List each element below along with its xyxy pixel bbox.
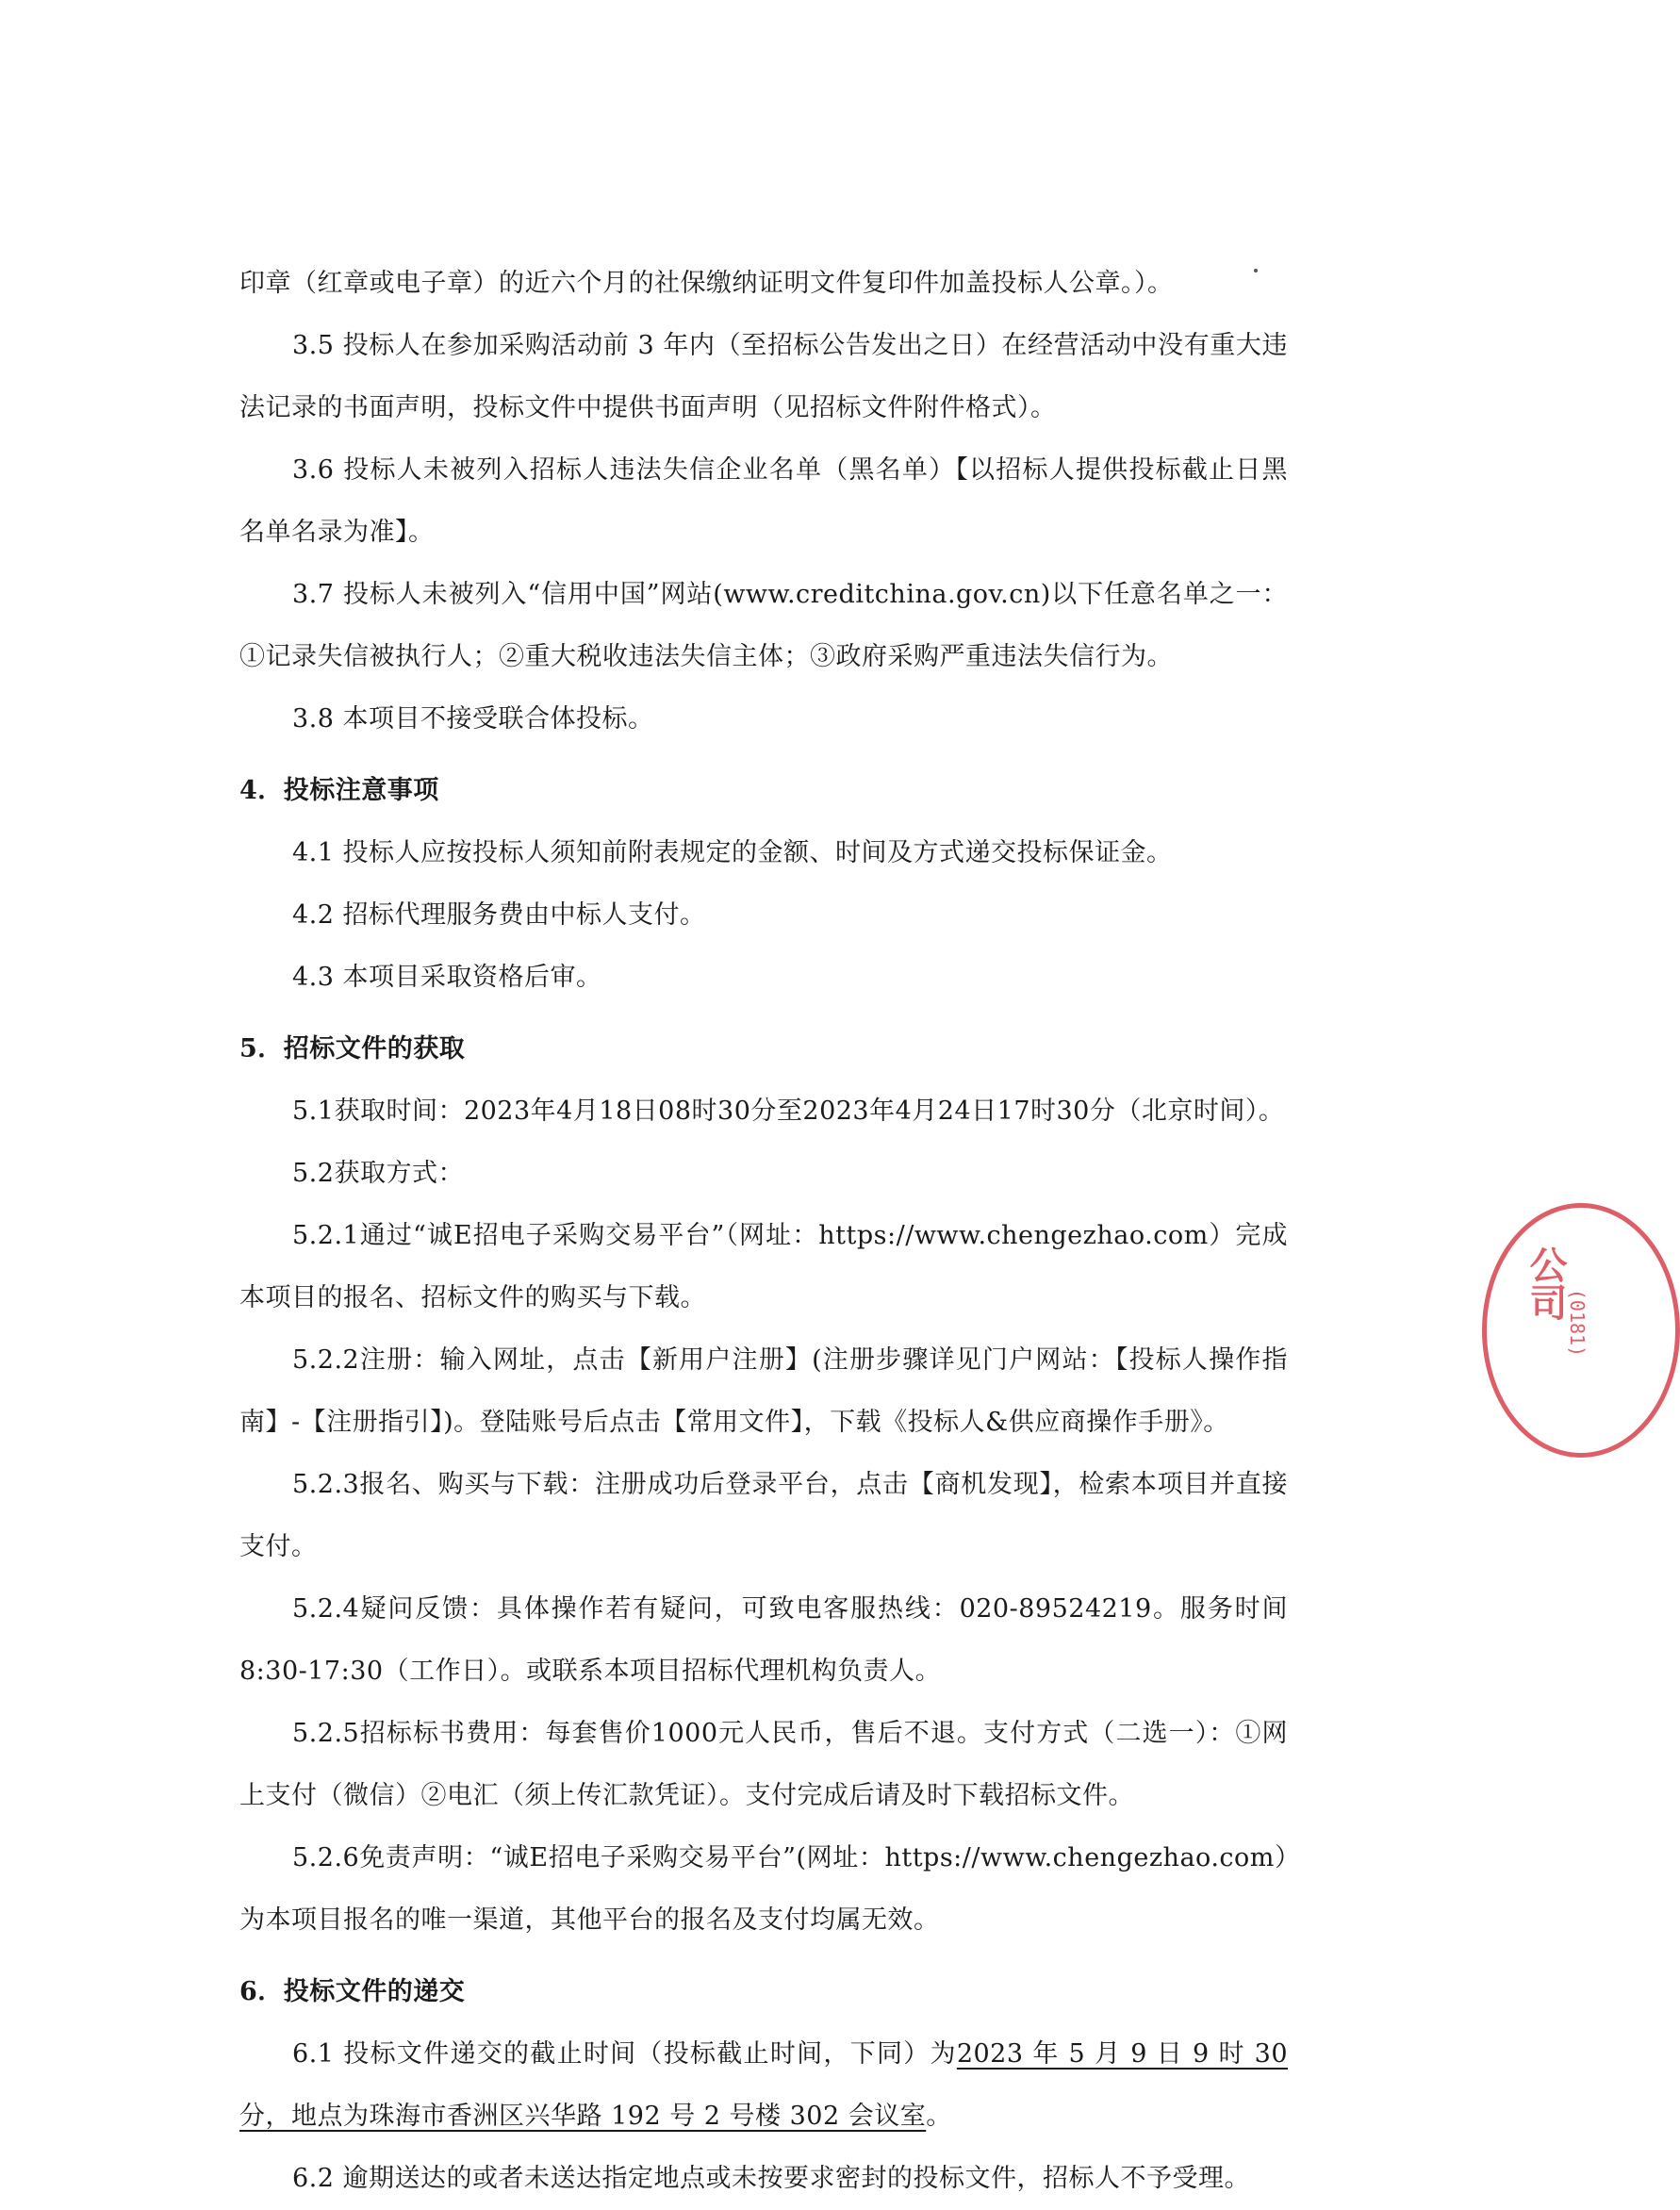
paragraph-5-2: 5.2获取方式： — [292, 1159, 464, 1188]
paragraph-3-5: 3.5 投标人在参加采购活动前 3 年内（至招标公告发出之日）在经营活动中没有重大违法记录的书面声明，投标文件中提供书面声明（见招标文件附件格式）。 — [239, 331, 1288, 422]
paragraph-4-3: 4.3 本项目采取资格后审。 — [292, 963, 602, 992]
paragraph-4-1: 4.1 投标人应按投标人须知前附表规定的金额、时间及方式递交投标保证金。 — [292, 838, 1173, 867]
document-body — [239, 253, 1288, 2210]
paragraph-continued: 印章（红章或电子章）的近六个月的社保缴纳证明文件复印件加盖投标人公章。）。 — [239, 269, 1174, 298]
paragraph-3-8: 3.8 本项目不接受联合体投标。 — [292, 704, 654, 734]
paragraph-5-2-6: 5.2.6免责声明：“诚E招电子采购交易平台”(网址：https://www.chengezhao.com）为本项目报名的唯一渠道，其他平台的报名及支付均属无效。 — [239, 1843, 1288, 1935]
paragraph-4-2: 4.2 招标代理服务费由中标人支付。 — [292, 900, 706, 930]
paragraph-3-6: 3.6 投标人未被列入招标人违法失信企业名单（黑名单）【以招标人提供投标截止日黑名单名录为准】。 — [239, 455, 1288, 547]
section-heading-6: 6．投标文件的递交 — [239, 1977, 466, 2006]
deadline-lead: 6.1 投标文件递交的截止时间（投标截止时间，下同）为 — [292, 2039, 957, 2069]
paragraph-5-2-4: 5.2.4疑问反馈：具体操作若有疑问，可致电客服热线：020-89524219。服务时间8:30-17:30（工作日）。或联系本项目招标代理机构负责人。 — [239, 1594, 1288, 1686]
deadline-end: 。 — [926, 2102, 952, 2131]
paragraph-5-2-2: 5.2.2注册：输入网址，点击【新用户注册】(注册步骤详见门户网站：【投标人操作指南】-【注册指引】)。登陆账号后点击【常用文件】，下载《投标人&供应商操作手册》。 — [239, 1345, 1288, 1437]
paragraph-3-7: 3.7 投标人未被列入“信用中国”网站(www.creditchina.gov.cn)以下任意名单之一：①记录失信被执行人；②重大税收违法失信主体；③政府采购严重违法失信行为。 — [239, 580, 1288, 671]
paragraph-5-1: 5.1获取时间：2023年4月18日08时30分至2023年4月24日17时30分（北京时间）。 — [292, 1097, 1285, 1126]
section-heading-5: 5．招标文件的获取 — [239, 1034, 466, 1064]
paragraph-6-1 — [239, 2023, 1288, 2148]
paragraph-6-2: 6.2 逾期送达的或者未送达指定地点或未按要求密封的投标文件，招标人不予受理。 — [292, 2164, 1251, 2193]
deadline-underlined: 2023 年 5 月 9 日 9 时 30 分，地点为珠海市香洲区兴华路 192 号 2 号楼 302 会议室 — [239, 2039, 1288, 2131]
section-heading-4: 4．投标注意事项 — [239, 776, 439, 805]
paragraph-5-2-3: 5.2.3报名、购买与下载：注册成功后登录平台，点击【商机发现】，检索本项目并直接支付。 — [239, 1470, 1288, 1561]
seal-text: 公司 — [1524, 1245, 1567, 1321]
company-seal-stamp — [1482, 1203, 1680, 1458]
seal-number: (0181) — [1566, 1288, 1589, 1358]
paragraph-5-2-5: 5.2.5招标标书费用：每套售价1000元人民币，售后不退。支付方式（二选一）：①网上支付（微信）②电汇（须上传汇款凭证）。支付完成后请及时下载招标文件。 — [239, 1719, 1288, 1810]
paragraph-5-2-1: 5.2.1通过“诚E招电子采购交易平台”（网址：https://www.chengezhao.com）完成本项目的报名、招标文件的购买与下载。 — [239, 1221, 1288, 1312]
